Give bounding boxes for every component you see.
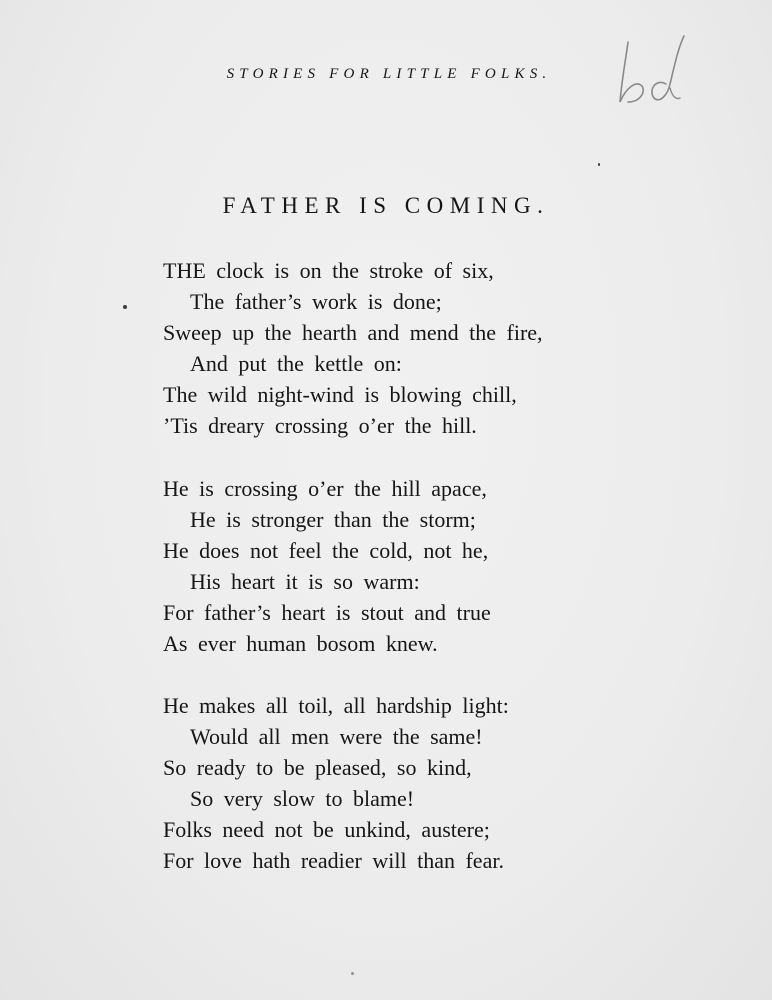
poem-line: Folks need not be unkind, austere;: [163, 817, 490, 842]
poem-line: The father’s work is done;: [190, 289, 442, 314]
poem-line: He is crossing o’er the hill apace,: [163, 475, 487, 501]
poem-line: As ever human bosom knew.: [163, 630, 438, 656]
poem-line: Sweep up the hearth and mend the fire,: [163, 320, 543, 345]
poem-line: He does not feel the cold, not he,: [163, 537, 489, 563]
pencil-annotation: [606, 28, 696, 110]
poem-line: Would all men were the same!: [190, 724, 483, 749]
poem-body: [163, 255, 543, 908]
poem-line: So very slow to blame!: [190, 786, 415, 811]
paper-speck: [123, 305, 127, 309]
stanza: [163, 255, 543, 441]
stanza: [163, 473, 543, 659]
poem-line: For love hath readier will than fear.: [163, 848, 504, 873]
poem-line: So ready to be pleased, so kind,: [163, 755, 472, 780]
paper-speck: [351, 972, 354, 975]
poem-title: FATHER IS COMING.: [222, 193, 550, 218]
paper-speck: [598, 163, 600, 166]
stanza: [163, 690, 543, 876]
running-head: STORIES FOR LITTLE FOLKS.: [226, 66, 552, 82]
poem-line: He makes all toil, all hardship light:: [163, 693, 509, 718]
poem-line: His heart it is so warm:: [190, 568, 420, 594]
poem-line: For father’s heart is stout and true: [163, 599, 491, 625]
poem-line: THE clock is on the stroke of six,: [163, 258, 494, 283]
poem-line: He is stronger than the storm;: [190, 506, 476, 532]
poem-line: And put the kettle on:: [190, 351, 402, 376]
poem-line: The wild night-wind is blowing chill,: [163, 382, 517, 407]
poem-line: ’Tis dreary crossing o’er the hill.: [163, 413, 477, 438]
